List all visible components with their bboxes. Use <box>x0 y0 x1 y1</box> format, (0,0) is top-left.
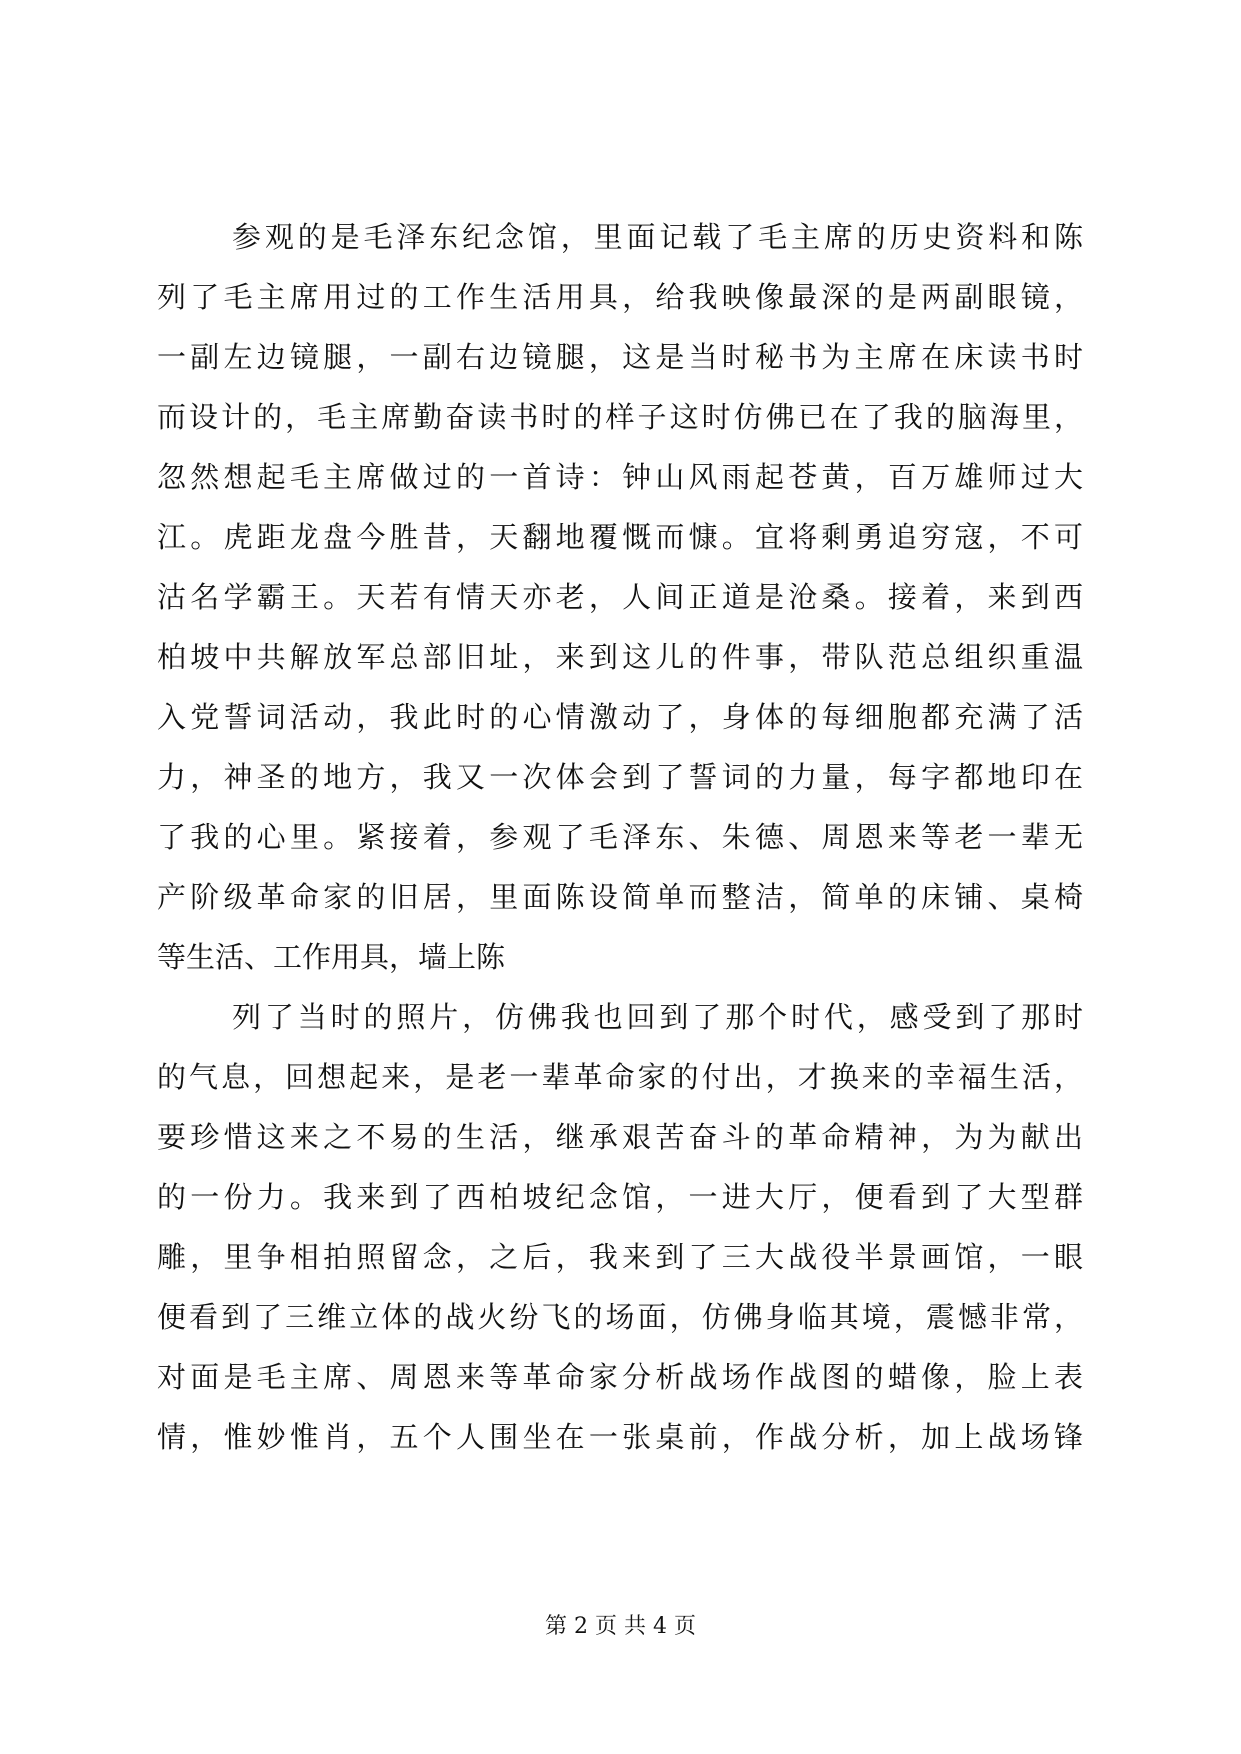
text-line: 而设计的，毛主席勤奋读书时的样子这时仿佛已在了我的脑海里， <box>157 400 1083 434</box>
page-footer <box>0 1612 1241 1642</box>
text-line: 等生活、工作用具，墙上陈 <box>157 940 506 974</box>
text-line: 的一份力。我来到了西柏坡纪念馆，一进大厅，便看到了大型群 <box>157 1180 1083 1214</box>
text-line: 江。虎距龙盘今胜昔，天翻地覆慨而慷。宜将剩勇追穷寇，不可 <box>157 520 1083 554</box>
text-line: 忽然想起毛主席做过的一首诗：钟山风雨起苍黄，百万雄师过大 <box>157 460 1083 494</box>
text-line: 了我的心里。紧接着，参观了毛泽东、朱德、周恩来等老一辈无 <box>157 820 1083 854</box>
text-line: 沽名学霸王。天若有情天亦老，人间正道是沧桑。接着，来到西 <box>157 580 1083 614</box>
text-line: 柏坡中共解放军总部旧址，来到这儿的件事，带队范总组织重温 <box>157 640 1083 674</box>
text-line: 雕，里争相拍照留念，之后，我来到了三大战役半景画馆，一眼 <box>157 1240 1083 1274</box>
text-line: 列了当时的照片，仿佛我也回到了那个时代，感受到了那时 <box>232 1000 1083 1034</box>
text-line: 入党誓词活动，我此时的心情激动了，身体的每细胞都充满了活 <box>157 700 1083 734</box>
text-line: 一副左边镜腿，一副右边镜腿，这是当时秘书为主席在床读书时 <box>157 340 1083 374</box>
text-line: 要珍惜这来之不易的生活，继承艰苦奋斗的革命精神，为为献出 <box>157 1120 1083 1154</box>
text-line: 参观的是毛泽东纪念馆，里面记载了毛主席的历史资料和陈 <box>232 220 1083 254</box>
text-line: 力，神圣的地方，我又一次体会到了誓词的力量，每字都地印在 <box>157 760 1083 794</box>
text-line: 情，惟妙惟肖，五个人围坐在一张桌前，作战分析，加上战场锋 <box>157 1420 1083 1454</box>
page-indicator: 第 2 页 共 4 页 <box>545 1614 696 1639</box>
text-line: 列了毛主席用过的工作生活用具，给我映像最深的是两副眼镜， <box>157 280 1083 314</box>
text-line: 的气息，回想起来，是老一辈革命家的付出，才换来的幸福生活， <box>157 1060 1083 1094</box>
paragraph-2 <box>157 987 1083 1467</box>
text-line: 便看到了三维立体的战火纷飞的场面，仿佛身临其境，震憾非常， <box>157 1300 1083 1334</box>
paragraph-1 <box>157 207 1083 987</box>
document-body <box>157 207 1083 1467</box>
text-line: 产阶级革命家的旧居，里面陈设简单而整洁，简单的床铺、桌椅 <box>157 880 1083 914</box>
text-line: 对面是毛主席、周恩来等革命家分析战场作战图的蜡像，脸上表 <box>157 1360 1083 1394</box>
